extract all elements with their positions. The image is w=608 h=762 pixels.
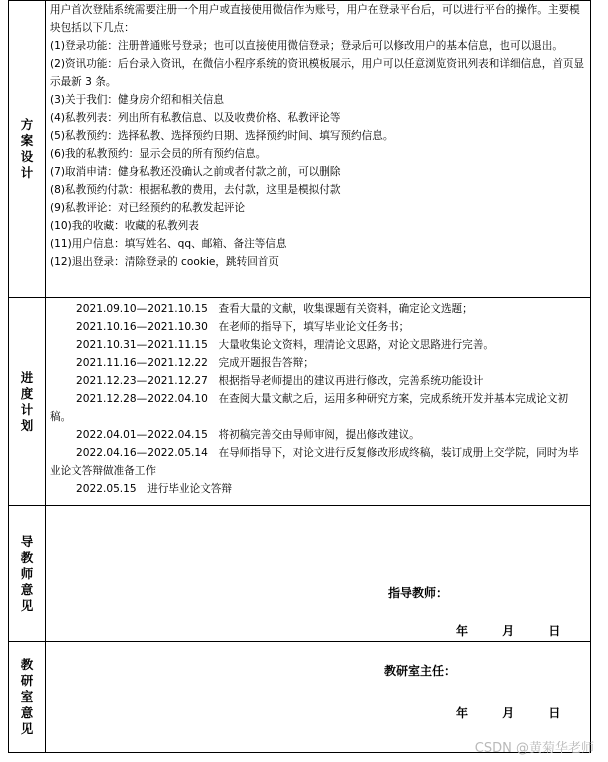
schedule-item: 2021.11.16—2021.12.22 完成开题报告答辩；	[76, 357, 314, 369]
schedule-label	[9, 298, 46, 506]
dept-content	[46, 642, 591, 753]
watermark: CSDN @黄菊华老师	[474, 741, 594, 756]
plan-item: (11)用户信息：填写姓名、qq、邮箱、备注等信息	[50, 238, 287, 250]
plan-item: (1)登录功能：注册普通账号登录；也可以直接使用微信登录；登录后可以修改用户的基本信息，也可以退出。	[50, 40, 563, 52]
schedule-label-char: 计	[20, 401, 34, 417]
schedule-item: 2022.05.15 进行毕业论文答辩	[76, 483, 232, 495]
plan-content	[46, 1, 591, 298]
plan-item: (3)关于我们：健身房介绍和相关信息	[50, 94, 224, 106]
plan-item: (9)私教评论：对已经预约的私教发起评论	[50, 202, 246, 214]
advisor-label-char: 见	[20, 597, 34, 613]
schedule-label-char: 度	[20, 385, 34, 401]
plan-item: (8)私教预约付款：根据私教的费用，去付款，这里是模拟付款	[50, 184, 341, 196]
schedule-item: 2021.12.28—2022.04.10 在查阅大量文献之后，运用多种研究方案，完成系统开发并基本完成论文初稿。	[50, 393, 569, 423]
plan-intro: 用户首次登陆系统需要注册一个用户或直接使用微信作为账号，用户在登录平台后，可以进行平台的操作。主要模块包括以下几点：	[50, 4, 580, 34]
plan-row	[9, 1, 591, 298]
advisor-day: 日	[548, 624, 561, 638]
schedule-item: 2021.10.31—2021.11.15 大量收集论文资料，理清论文思路，对论文思路进行完善。	[76, 339, 494, 351]
advisor-year: 年	[456, 624, 469, 638]
plan-item: (2)资讯功能：后台录入资讯，在微信小程序系统的资讯模板展示，用户可以任意浏览资讯列表和详细信息，首页显示最新 3 条。	[50, 58, 585, 88]
dept-label-char: 教	[20, 657, 34, 672]
plan-item: (7)取消申请：健身私教还没确认之前或者付款之前，可以删除	[50, 166, 341, 178]
advisor-label-char: 师	[20, 565, 34, 581]
dept-label-char: 室	[20, 689, 34, 704]
plan-label-char: 方	[20, 117, 34, 132]
plan-item: (12)退出登录：清除登录的 cookie，跳转回首页	[50, 256, 279, 268]
schedule-label-char: 进	[20, 369, 34, 385]
dept-date	[456, 704, 560, 722]
advisor-label-char: 导	[20, 533, 34, 549]
advisor-label-char: 教	[20, 549, 34, 565]
dept-month: 月	[502, 706, 515, 720]
advisor-signature: 指导教师：	[388, 586, 449, 600]
dept-label-char: 研	[20, 673, 34, 688]
plan-item: (4)私教列表：列出所有私教信息、以及收费价格、私教评论等	[50, 112, 341, 124]
schedule-item: 2022.04.16—2022.05.14 在导师指导下，对论文进行反复修改形成终稿，装订成册上交学院，同时为毕业论文答辩做准备工作	[50, 447, 579, 477]
plan-label-char: 计	[20, 165, 34, 180]
dept-day: 日	[548, 706, 561, 720]
form-table	[8, 0, 591, 753]
schedule-row	[9, 298, 591, 506]
dept-label	[9, 642, 46, 753]
schedule-item: 2021.09.10—2021.10.15 查看大量的文献，收集课题有关资料，确定论文选题；	[76, 303, 473, 315]
advisor-content	[46, 506, 591, 642]
plan-label-char: 案	[20, 133, 34, 148]
schedule-item: 2021.12.23—2021.12.27 根据指导老师提出的建议再进行修改，完善系统功能设计	[76, 375, 484, 387]
dept-row	[9, 642, 591, 753]
advisor-label-char: 意	[20, 581, 34, 597]
plan-item: (6)我的私教预约：显示会员的所有预约信息。	[50, 148, 267, 160]
plan-label-char: 设	[20, 149, 34, 164]
schedule-item: 2021.10.16—2021.10.30 在老师的指导下，填写毕业论文任务书；	[76, 321, 410, 333]
advisor-date	[456, 622, 560, 640]
advisor-label	[9, 506, 46, 642]
dept-signature: 教研室主任：	[384, 664, 457, 678]
dept-label-char: 见	[20, 721, 34, 736]
schedule-item: 2022.04.01—2022.04.15 将初稿完善交由导师审阅，提出修改建议。	[76, 429, 420, 441]
advisor-row	[9, 506, 591, 642]
plan-item: (10)我的收藏：收藏的私教列表	[50, 220, 199, 232]
advisor-month: 月	[502, 624, 515, 638]
dept-year: 年	[456, 706, 469, 720]
plan-item: (5)私教预约：选择私教、选择预约日期、选择预约时间、填写预约信息。	[50, 130, 394, 142]
dept-label-char: 意	[20, 705, 34, 720]
schedule-label-char: 划	[20, 417, 34, 433]
schedule-content	[46, 298, 591, 506]
plan-label	[9, 1, 46, 298]
